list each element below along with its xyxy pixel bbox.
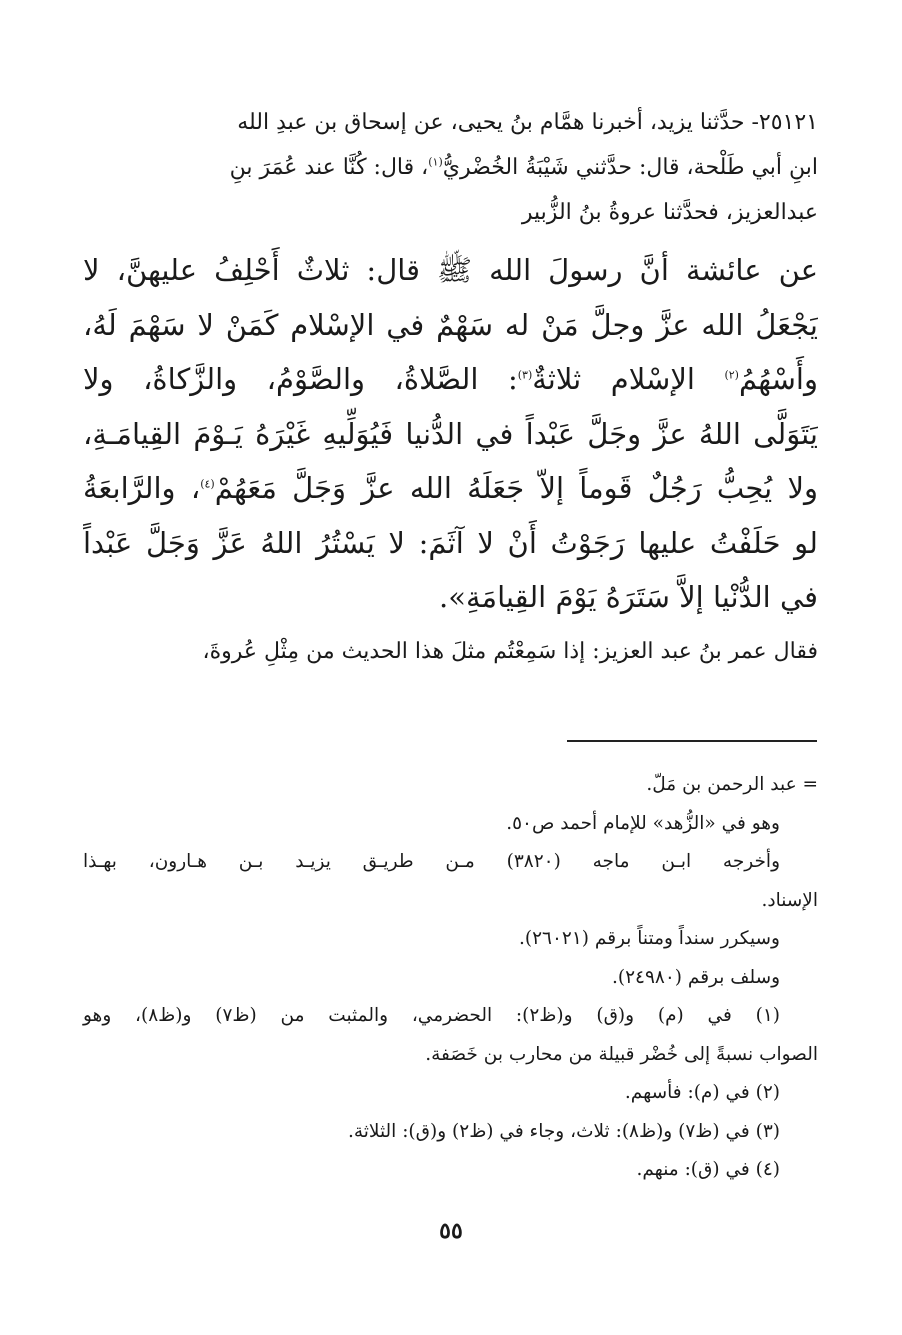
footnote-line: الإسناد. [761,889,818,911]
footnote-ref-3[interactable]: (٣) [517,368,533,382]
footnote-line: وسيكرر سنداً ومتناً برقم (٢٦٠٢١). [518,928,780,949]
matn-line-1: عن عائشة أنَّ رسولَ الله ﷺ قال: ثلاثٌ أَحْلِفُ عليهنَّ، لا [83,253,818,287]
isnad-line-2 [83,145,818,190]
footnote-line: وأخرجه ابـن ماجه (٣٨٢٠) مـن طريـق يزيـد بـن هـارون، بهـذا [83,851,780,872]
hadith-matn [83,243,818,625]
isnad-line-3 [83,190,818,235]
footnote-ref-2[interactable]: (٢) [724,368,739,382]
footnote-2: (٢) في (م): فأسهم. [624,1082,780,1103]
footnote-1-continued: الصواب نسبةً إلى خُضْر قبيلة من محارب بن خَصَفة. [425,1043,818,1065]
footnote-continuation: = عبد الرحمن بن مَلّ. [646,774,818,795]
footnote-line: وسلف برقم (٢٤٩٨٠). [612,966,780,988]
footnote-separator [567,740,817,742]
matn-line-3-b: الإسْلام ثلاثةٌ [532,362,725,396]
footnote-1: (١) في (م) و(ق) و(ظ٢): الحضرمي، والمثبت من (ظ٧) و(ظ٨)، وهو [83,1005,780,1026]
matn-line-3 [83,352,818,407]
matn-line-5 [83,461,818,516]
isnad-line-3-text: عبدالعزيز، فحدَّثنا عروةُ بنُ الزُّبير [521,200,818,225]
isnad-line-2-text: ابنِ أبي طَلْحة، قال: حدَّثني شَيْبَةُ الخُضْريُّ [442,155,818,180]
continuation-text: فقال عمر بنُ عبد العزيز: إذا سَمِعْتُم مثلَ هذا الحديث من مِثْلِ عُروةَ، [202,639,818,664]
hadith-isnad [83,100,818,235]
isnad-line-1-text: ٢٥١٢١- حدَّثنا يزيد، أخبرنا همَّام بنُ يحيى، عن إسحاق بن عبدِ الله [237,110,818,135]
matn-line-3-c: : الصَّلاةُ، والصَّوْمُ، والزَّكاةُ، ولا [83,362,518,396]
matn-line-6: لو حَلَفْتُ عليها رَجَوْتُ أَنْ لا آثَمَ: لا يَسْتُرُ اللهُ عَزَّ وَجَلَّ عَبْداً [83,525,818,560]
footnote-3: (٣) في (ظ٧) و(ظ٨): ثلاث، وجاء في (ظ٢) و(ق): الثلاثة. [347,1120,780,1142]
matn-line-3-a: وأَسْهُمُ [738,362,818,396]
matn-line-5-a: ولا يُحِبُّ رَجُلٌ قَوماً إلاّ جَعَلَهُ الله عزَّ وَجَلَّ مَعَهُمْ [214,471,818,505]
isnad-line-1 [83,100,818,145]
isnad-line-2-rest: ، قال: كُنَّا عند عُمَرَ بنِ [229,155,429,180]
footnote-line: وهو في «الزُّهد» للإمام أحمد ص٥٠. [506,812,780,834]
footnotes [83,766,818,1190]
matn-line-2: يَجْعَلُ الله عزَّ وجلَّ مَنْ له سَهْمٌ في الإسْلام كَمَنْ لا سَهْمَ لَهُ، [83,307,818,342]
matn-line-5-b: ، والرَّابعَةُ [83,471,201,505]
footnote-4: (٤) في (ق): منهم. [636,1159,780,1180]
matn-line-7: في الدُّنْيا إلاَّ سَتَرَهُ يَوْمَ القِيامَةِ». [439,580,818,614]
page-number: ٥٥ [439,1218,463,1244]
footnote-ref-1[interactable]: (١) [428,155,443,169]
footnote-ref-4[interactable]: (٤) [200,477,215,491]
matn-line-4: يَتَوَلَّى اللهُ عزَّ وجَلَّ عَبْداً في الدُّنيا فَيُوَلِّيهِ غَيْرَهُ يَـوْمَ القِيامَـةِ، [83,416,818,451]
